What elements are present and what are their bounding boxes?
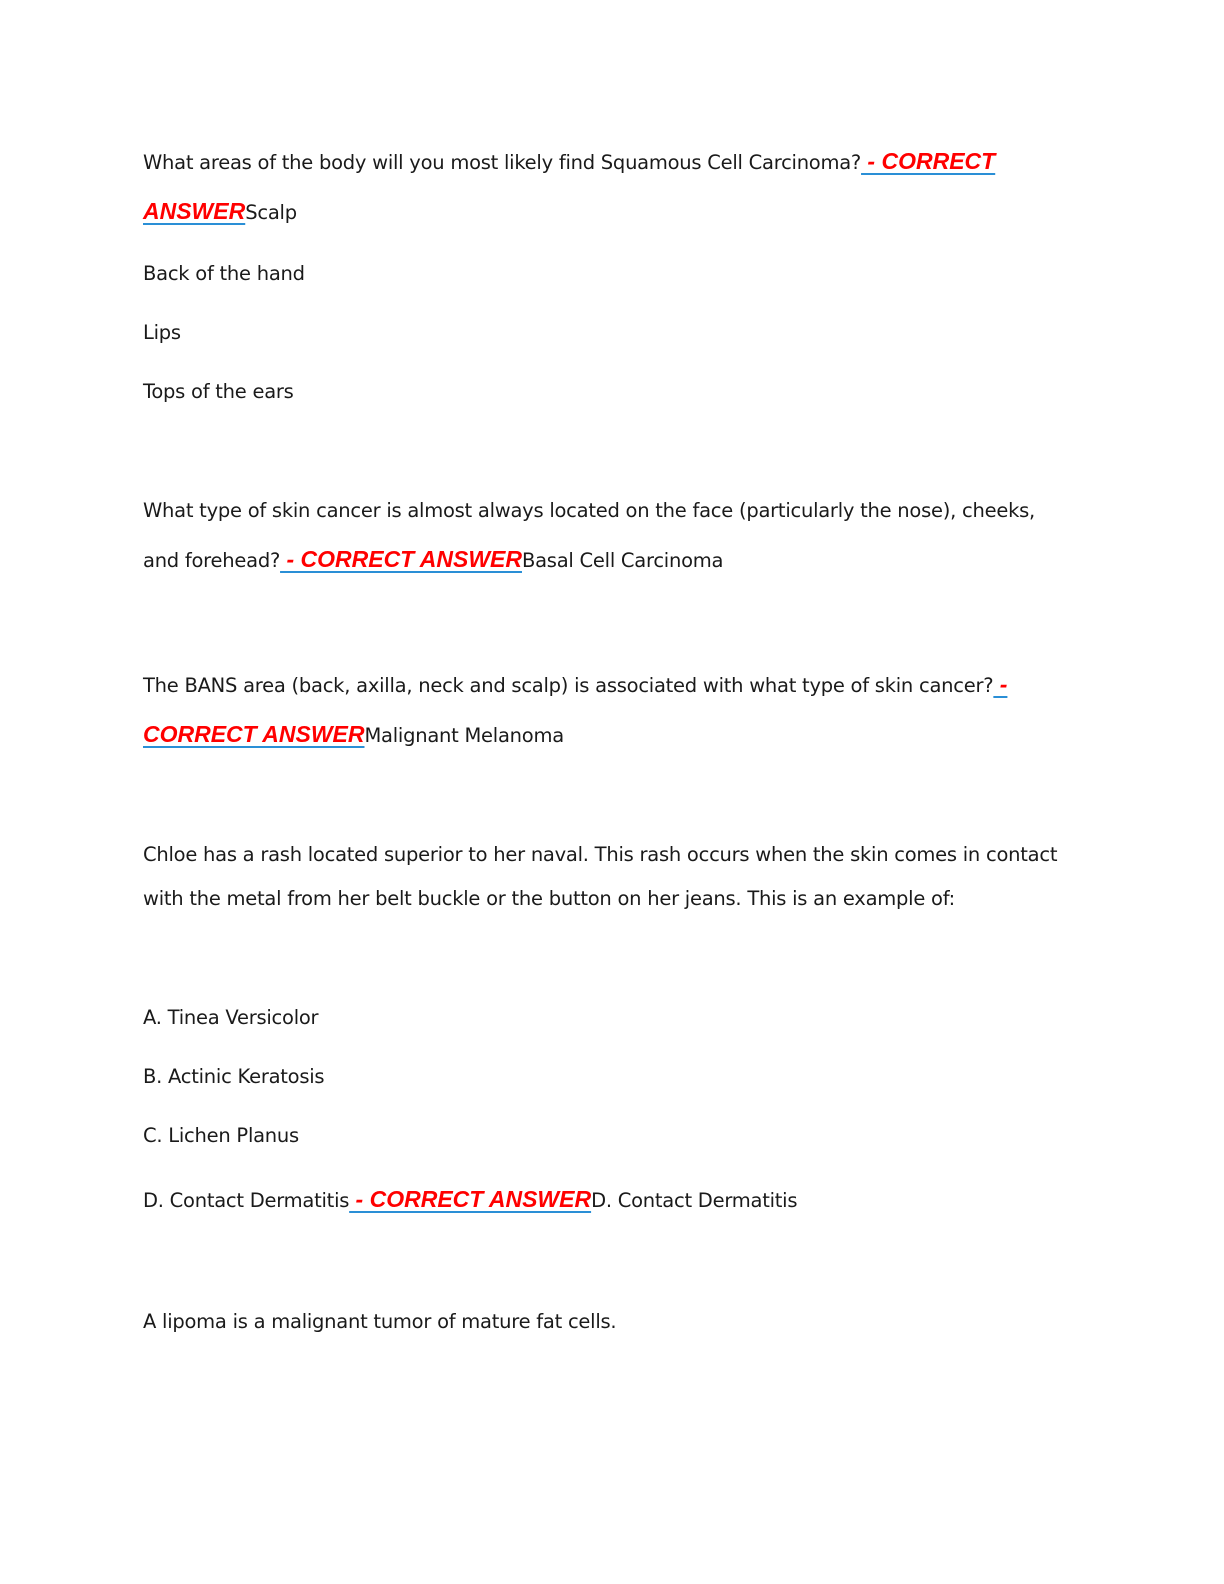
q1-answer-3: Lips [143,321,181,344]
q3-answer: Malignant Melanoma [364,724,564,747]
q1-answer-2: Back of the hand [143,262,305,285]
q3-correct-marker-part1: - [993,671,1008,697]
q1-answer-line [143,200,297,223]
q4-option-a: A. Tinea Versicolor [143,1006,319,1029]
q1-correct-marker-part1: - CORRECT [861,148,996,174]
q1-answer-1: Scalp [245,201,297,224]
q4-question-line-2: with the metal from her belt buckle or the button on her jeans. This is an example of: [143,887,955,910]
q2-correct-marker: - CORRECT ANSWER [280,546,522,572]
q2-answer-line [143,548,723,571]
q1-correct-marker-part2: ANSWER [143,198,246,224]
q1-question-line [143,150,995,173]
q4-option-d: D. Contact Dermatitis [143,1189,350,1212]
q2-question-line-1: What type of skin cancer is almost always located on the face (particularly the nose), cheeks, [143,499,1035,522]
q3-correct-marker-part2: CORRECT ANSWER [143,721,365,747]
q3-question-line [143,673,1007,696]
q3-answer-line [143,723,564,746]
q4-answer-line [143,1188,797,1211]
q4-question-line-1: Chloe has a rash located superior to her naval. This rash occurs when the skin comes in contact [143,843,1058,866]
q5-statement: A lipoma is a malignant tumor of mature fat cells. [143,1310,617,1333]
q1-question-text: What areas of the body will you most likely find Squamous Cell Carcinoma? [143,151,862,174]
q2-question-line-2: and forehead? [143,549,281,572]
q4-answer: D. Contact Dermatitis [591,1189,798,1212]
q4-option-c: C. Lichen Planus [143,1124,299,1147]
q1-answer-4: Tops of the ears [143,380,294,403]
q2-answer: Basal Cell Carcinoma [521,549,724,572]
q4-option-b: B. Actinic Keratosis [143,1065,325,1088]
q4-correct-marker: - CORRECT ANSWER [349,1186,592,1212]
q3-question-text: The BANS area (back, axilla, neck and scalp) is associated with what type of skin cancer? [143,674,994,697]
